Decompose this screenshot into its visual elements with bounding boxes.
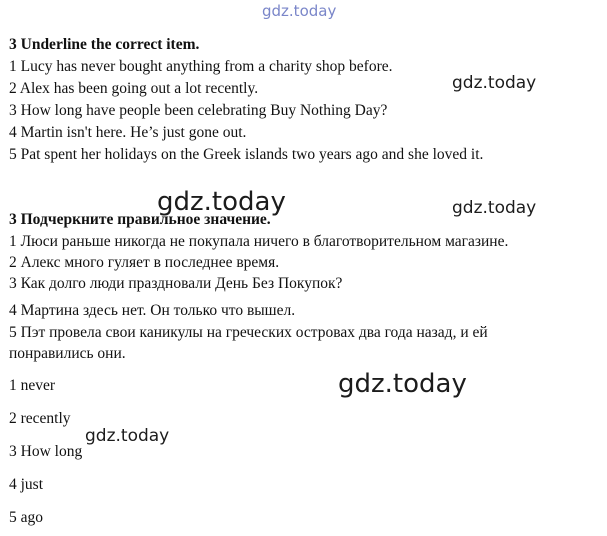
answer-1: 1 never — [9, 377, 56, 394]
answer-3: 3 How long — [9, 443, 83, 460]
watermark-right-2: gdz.today — [452, 198, 537, 218]
exercise-item-ru-3: 3 Как долго люди праздновали День Без Покупок? — [9, 275, 343, 292]
answer-5: 5 ago — [9, 509, 44, 526]
exercise-item-ru-4: 4 Мартина здесь нет. Он только что вышел. — [9, 302, 296, 319]
exercise-item-en-1: 1 Lucy has never bought anything from a charity shop before. — [9, 58, 393, 75]
exercise-item-ru-2: 2 Алекс много гуляет в последнее время. — [9, 254, 280, 271]
watermark-right-1: gdz.today — [452, 73, 537, 93]
watermark-top: gdz.today — [262, 2, 337, 20]
watermark-center-2: gdz.today — [338, 369, 467, 399]
exercise-item-en-2: 2 Alex has been going out a lot recently. — [9, 80, 259, 97]
answer-4: 4 just — [9, 476, 44, 493]
exercise-item-en-3: 3 How long have people been celebrating Buy Nothing Day? — [9, 102, 388, 119]
exercise-item-ru-5: 5 Пэт провела свои каникулы на греческих островах два года назад, и ей — [9, 324, 488, 341]
exercise-item-en-5: 5 Pat spent her holidays on the Greek islands two years ago and she loved it. — [9, 146, 484, 163]
exercise-title-ru: 3 Подчеркните правильное значение. — [9, 211, 271, 228]
exercise-title-en: 3 Underline the correct item. — [9, 36, 200, 53]
watermark-center-1: gdz.today — [157, 187, 286, 217]
answer-2: 2 recently — [9, 410, 71, 427]
watermark-left: gdz.today — [85, 426, 170, 446]
exercise-item-ru-1: 1 Люси раньше никогда не покупала ничего в благотворительном магазине. — [9, 233, 509, 250]
exercise-item-en-4: 4 Martin isn't here. He’s just gone out. — [9, 124, 247, 141]
exercise-item-ru-5-continued: понравились они. — [9, 345, 126, 362]
